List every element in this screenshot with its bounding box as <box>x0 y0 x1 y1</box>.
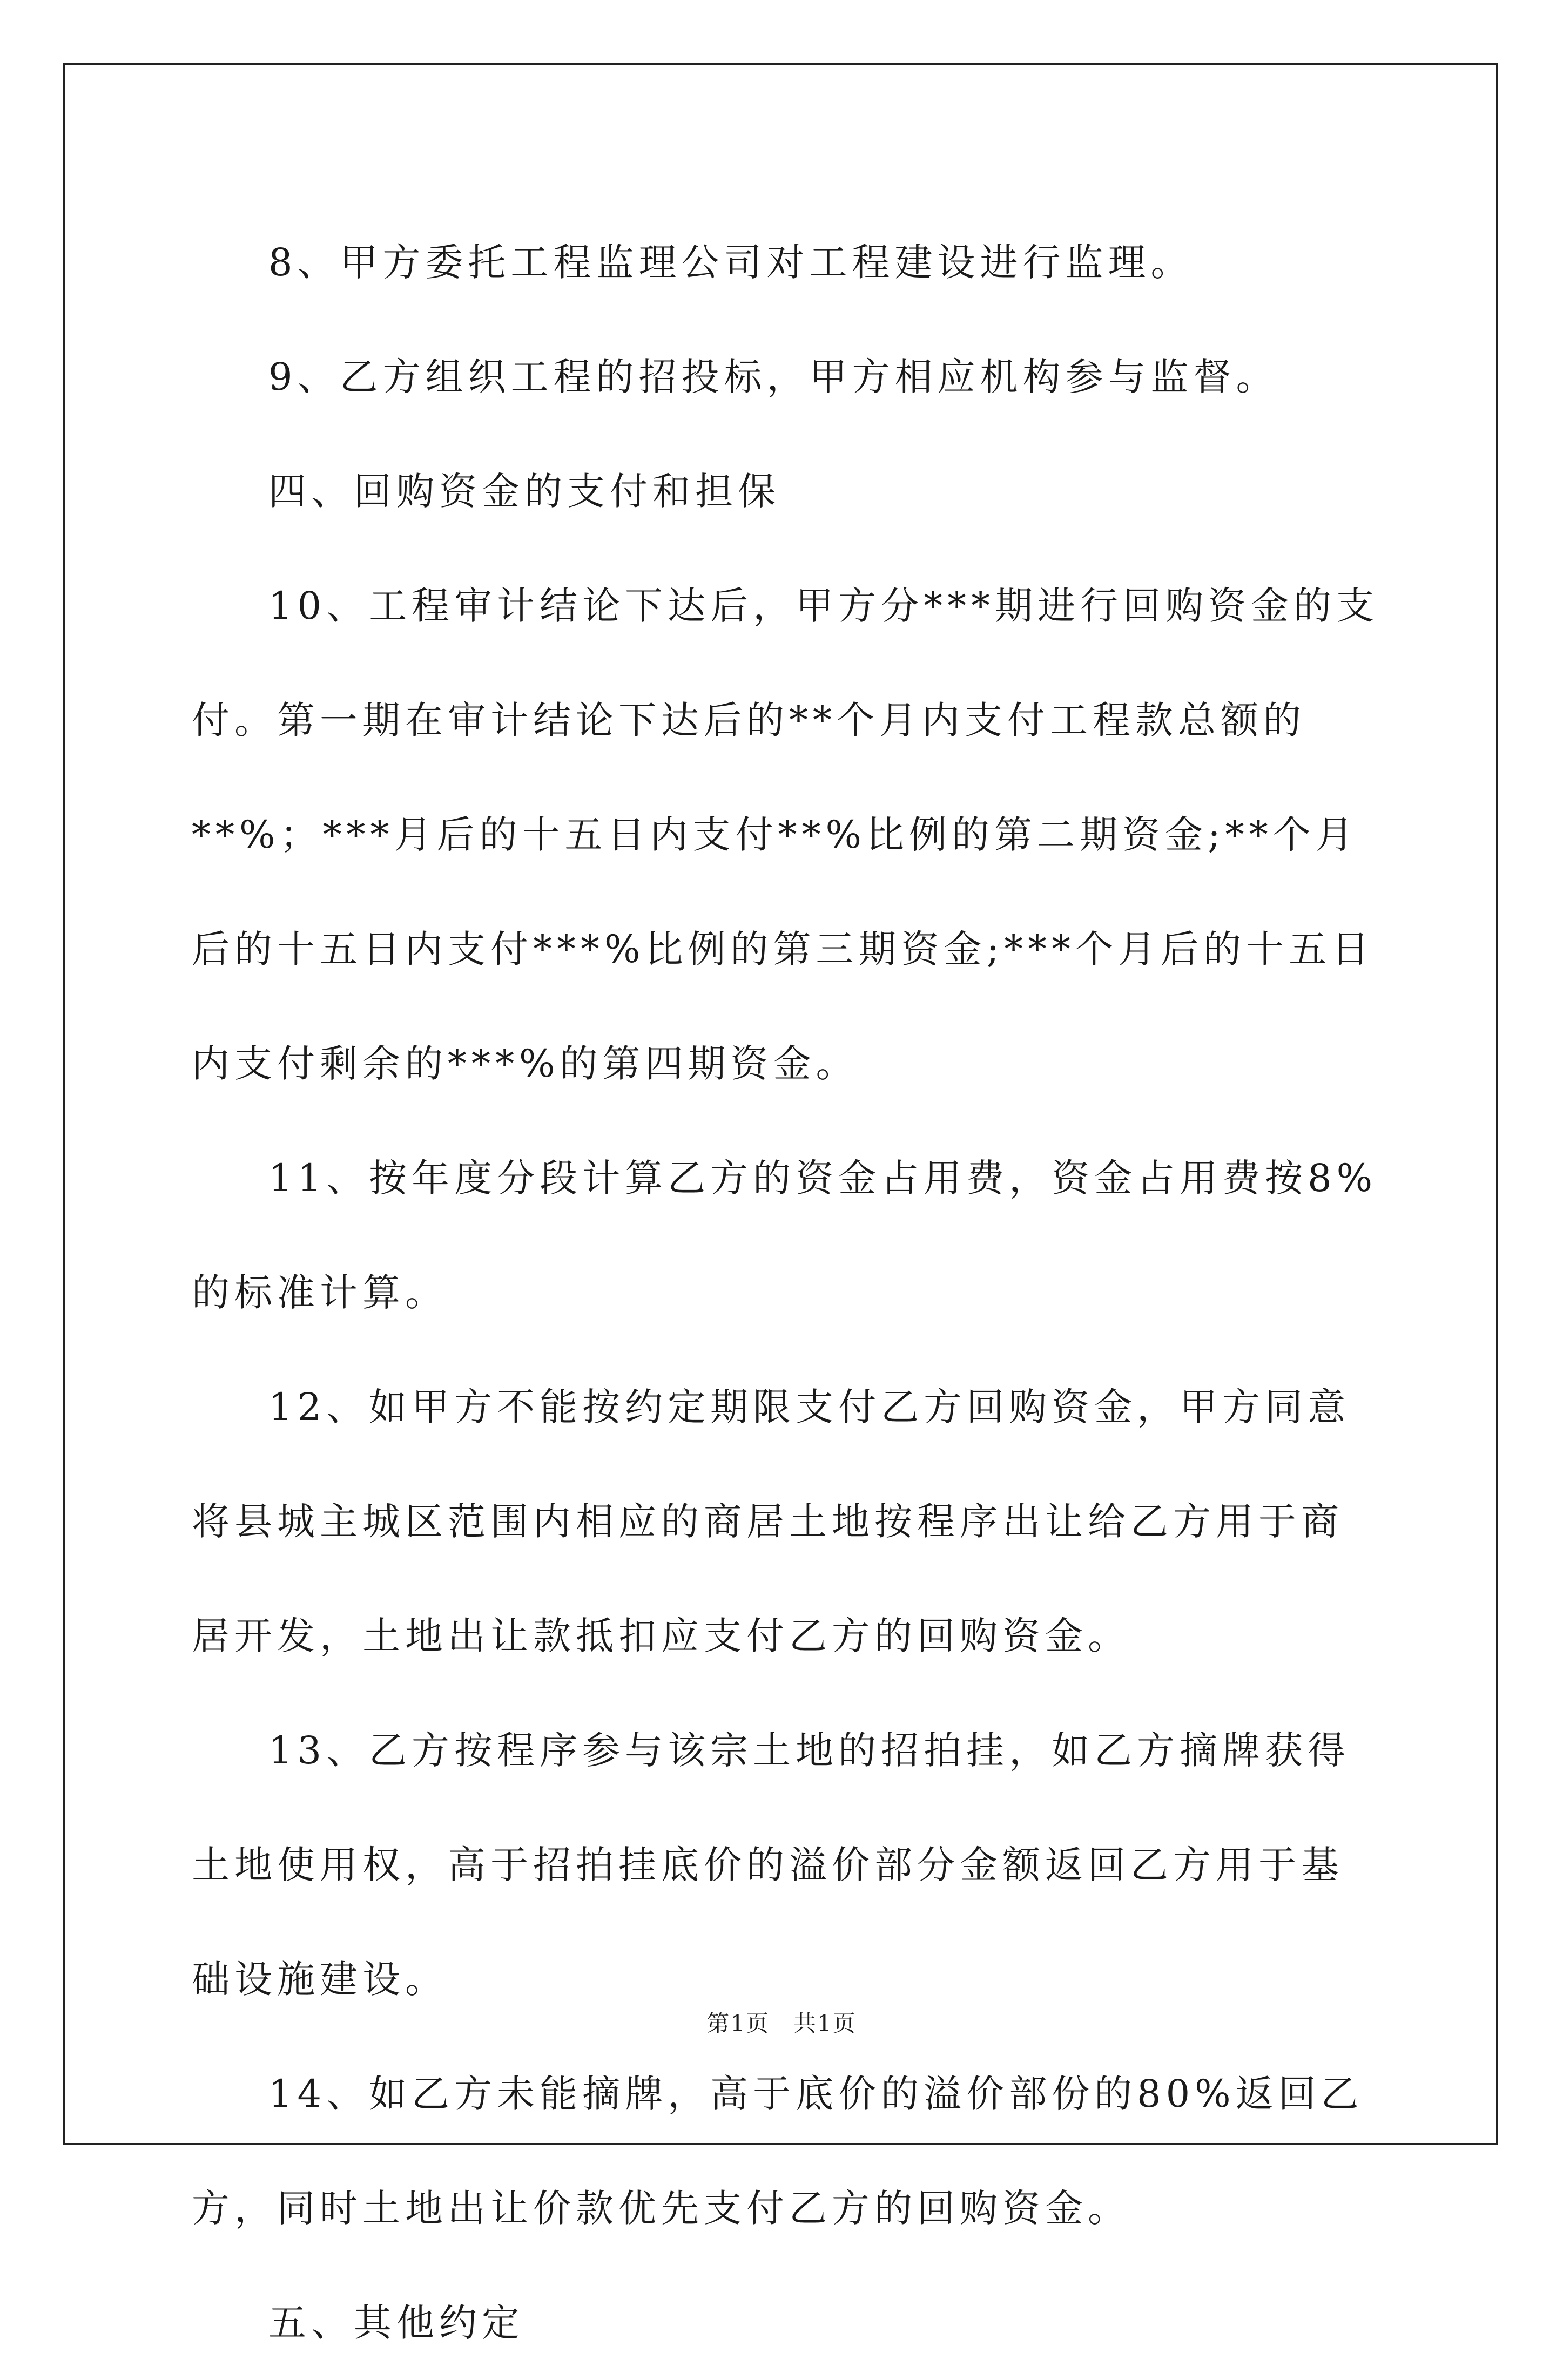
clause-11: 11、按年度分段计算乙方的资金占用费，资金占用费按8%的标准计算。 <box>192 1156 1378 1315</box>
page-number: 第1页 共1页 <box>706 2010 857 2037</box>
section-heading-4: 四、回购资金的支付和担保 <box>268 469 780 513</box>
document-body <box>192 205 1380 2380</box>
clause-12: 12、如甲方不能按约定期限支付乙方回购资金，甲方同意将县城主城区范围内相应的商居土地按程序出让给乙方用于商居开发，土地出让款抵扣应支付乙方的回购资金。 <box>192 1385 1351 1658</box>
clause-10: 10、工程审计结论下达后，甲方分***期进行回购资金的支付。第一期在审计结论下达后的**个月内支付工程款总额的**%；***月后的十五日内支付**%比例的第二期资金;**个月后的十五日内支付***%比例的第三期资金;***个月后的十五日内支付剩余的***%的第四期资金。 <box>192 584 1379 1086</box>
clause-9: 9、乙方组织工程的招投标，甲方相应机构参与监督。 <box>268 355 1279 399</box>
clause-14: 14、如乙方未能摘牌，高于底价的溢价部份的80%返回乙方，同时土地出让价款优先支付乙方的回购资金。 <box>192 2072 1364 2230</box>
section-heading-5: 五、其他约定 <box>268 2301 524 2345</box>
clause-13: 13、乙方按程序参与该宗土地的招拍挂，如乙方摘牌获得土地使用权，高于招拍挂底价的溢价部分金额返回乙方用于基础设施建设。 <box>192 1728 1351 2002</box>
clause-8: 8、甲方委托工程监理公司对工程建设进行监理。 <box>268 240 1194 285</box>
